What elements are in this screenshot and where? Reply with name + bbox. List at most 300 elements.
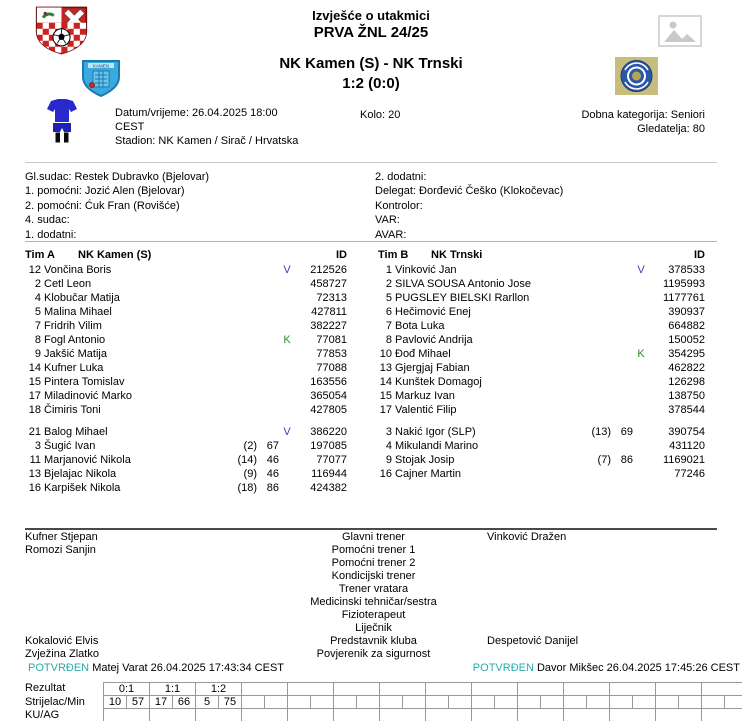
player-name: Vinković Jan — [395, 264, 457, 276]
player-substituted-for — [223, 263, 257, 277]
player-name: Šugić Ivan — [44, 440, 96, 452]
scorer-cell — [656, 696, 679, 709]
staff-role-label: Pomoćni trener 2 — [331, 557, 416, 569]
player-name: Balog Mihael — [44, 426, 108, 438]
player-number: 11 — [29, 454, 41, 466]
score-cell: 0:1 — [104, 683, 150, 696]
player-sub-minute — [257, 389, 279, 403]
player-sub-minute — [257, 305, 279, 319]
player-substituted-for — [577, 403, 611, 417]
player-number: 15 — [379, 390, 392, 402]
score-cell — [426, 683, 472, 696]
staff-away-name: Vinković Dražen — [487, 531, 567, 543]
score-cells — [103, 682, 742, 696]
player-number: 12 — [28, 264, 41, 276]
scorer-cell — [242, 696, 265, 709]
staff-row — [25, 648, 717, 661]
scorer-cell — [564, 696, 587, 709]
confirmed-status: POTVRĐEN — [472, 662, 534, 674]
player-name: Nakić Igor (SLP) — [395, 426, 476, 438]
player-number: 14 — [28, 362, 41, 374]
row-label: Rezultat — [25, 682, 66, 694]
player-sub-minute — [257, 319, 279, 333]
player-role-badge — [279, 403, 295, 417]
player-role-badge — [633, 467, 649, 481]
player-name: Bjelajac Nikola — [44, 468, 117, 480]
player-id: 150052 — [668, 334, 705, 346]
player-number: 2 — [34, 278, 41, 290]
player-name: Fridrih Vilim — [44, 320, 102, 332]
team-a-name: NK Kamen (S) — [78, 249, 152, 261]
player-id: 427811 — [311, 306, 347, 318]
player-substituted-for — [223, 361, 257, 375]
player-id: 354295 — [668, 348, 705, 360]
player-row — [25, 305, 347, 319]
player-id: 458727 — [310, 278, 347, 290]
scorer-cell — [518, 696, 541, 709]
player-number: 10 — [379, 348, 392, 360]
player-name: Kunštek Domagoj — [395, 376, 482, 388]
player-name: Mikulandi Marino — [395, 440, 479, 452]
kuag-cell — [380, 709, 426, 721]
player-number: 13 — [379, 362, 392, 374]
official-line: 4. sudac: — [25, 214, 70, 227]
minute-cell — [449, 696, 472, 709]
kit-icon — [45, 99, 79, 144]
player-sub-minute — [611, 291, 633, 305]
player-substituted-for: (14) — [237, 454, 257, 466]
confirmation-away — [473, 662, 740, 674]
player-substituted-for — [223, 291, 257, 305]
staff-home-name: Kufner Stjepan — [25, 531, 98, 543]
divider — [25, 241, 717, 242]
minute-cell — [587, 696, 610, 709]
team-a-label: Tim A — [25, 249, 55, 261]
kuag-cells — [103, 709, 742, 721]
player-name: SILVA SOUSA Antonio Jose — [395, 278, 531, 290]
age-category: Dobna kategorija: Seniori — [581, 109, 705, 121]
staff-role-label: Povjerenik za sigurnost — [316, 648, 431, 660]
staff-away-name — [487, 570, 717, 583]
player-row — [378, 453, 705, 467]
official-line: 1. pomoćni: Jozić Alen (Bjelovar) — [25, 185, 185, 198]
player-id: 126298 — [668, 376, 705, 388]
scorer-cell: 10 — [104, 696, 127, 709]
staff-row — [25, 609, 717, 622]
minute-cell — [495, 696, 518, 709]
player-row — [378, 467, 705, 481]
staff-row — [25, 570, 717, 583]
kuag-cell — [242, 709, 288, 721]
player-substituted-for: (9) — [243, 468, 257, 480]
player-row — [25, 291, 347, 305]
player-id: 378544 — [668, 404, 705, 416]
staff-row — [25, 622, 717, 635]
player-sub-minute — [611, 263, 633, 277]
player-number: 3 — [385, 426, 392, 438]
player-row — [25, 425, 347, 439]
minute-cell — [679, 696, 702, 709]
minute-cell: 66 — [173, 696, 196, 709]
team-b-name: NK Trnski — [431, 249, 483, 261]
id-column-header: ID — [694, 249, 705, 261]
player-substituted-for — [223, 347, 257, 361]
spacer — [25, 417, 347, 425]
id-column-header: ID — [336, 249, 347, 261]
kuag-cell — [518, 709, 564, 721]
player-substituted-for — [223, 319, 257, 333]
player-substituted-for — [577, 347, 611, 361]
player-sub-minute: 86 — [266, 482, 279, 494]
player-id: 365054 — [310, 390, 347, 402]
player-id: 77081 — [316, 334, 347, 346]
team-a-starters — [25, 263, 347, 417]
player-role-badge — [633, 361, 649, 375]
player-name: Cetl Leon — [44, 278, 92, 290]
official-line: 2. pomoćni: Ćuk Fran (Rovišće) — [25, 199, 180, 212]
player-sub-minute — [257, 403, 279, 417]
player-name: Jakšić Matija — [44, 348, 107, 360]
minute-cell — [541, 696, 564, 709]
official-line: 2. dodatni: — [375, 171, 427, 183]
player-sub-minute — [257, 291, 279, 305]
player-substituted-for — [577, 467, 611, 481]
player-number: 2 — [385, 278, 392, 290]
scorer-cell — [288, 696, 311, 709]
player-sub-minute — [257, 263, 279, 277]
staff-row — [25, 544, 717, 557]
confirmed-status: POTVRĐEN — [28, 662, 90, 674]
minute-cell: 75 — [219, 696, 242, 709]
player-row — [25, 389, 347, 403]
player-id: 424382 — [310, 482, 347, 494]
player-id: 77853 — [316, 348, 347, 360]
player-name: Kufner Luka — [44, 362, 104, 374]
player-substituted-for — [577, 361, 611, 375]
kuag-cell — [150, 709, 196, 721]
scorer-cell — [380, 696, 403, 709]
results-row-strijelac — [25, 696, 742, 709]
player-row — [378, 305, 705, 319]
player-number: 21 — [28, 426, 41, 438]
player-id: 1169021 — [662, 454, 705, 466]
player-row — [25, 361, 347, 375]
player-row — [25, 347, 347, 361]
scorer-cell — [472, 696, 495, 709]
player-row — [378, 291, 705, 305]
player-role-badge: V — [283, 426, 291, 438]
player-sub-minute: 46 — [266, 454, 279, 466]
player-name: Čimiris Toni — [44, 404, 101, 416]
match-score: 1:2 (0:0) — [342, 75, 400, 92]
player-row — [378, 375, 705, 389]
player-id: 197085 — [310, 440, 347, 452]
player-row — [25, 333, 347, 347]
player-sub-minute — [257, 277, 279, 291]
player-id: 427805 — [310, 404, 347, 416]
score-cell — [472, 683, 518, 696]
player-id: 1177761 — [662, 292, 705, 304]
minute-cell — [265, 696, 288, 709]
spacer — [378, 417, 705, 425]
match-datetime: Datum/vrijeme: 26.04.2025 18:00 CEST — [115, 107, 278, 133]
staff-away-name — [487, 544, 717, 557]
kuag-cell — [472, 709, 518, 721]
player-sub-minute — [611, 277, 633, 291]
player-sub-minute — [257, 333, 279, 347]
player-sub-minute — [611, 361, 633, 375]
minute-cell — [725, 696, 742, 709]
match-category-attendance — [581, 108, 705, 136]
player-row — [25, 375, 347, 389]
kuag-cell — [104, 709, 150, 721]
staff-away-name — [487, 609, 717, 622]
score-cell — [380, 683, 426, 696]
officials-right — [375, 170, 563, 242]
scorer-cell — [610, 696, 633, 709]
player-substituted-for: (13) — [591, 426, 611, 438]
player-row — [378, 361, 705, 375]
results-row-kuag — [25, 709, 742, 721]
player-name: Bota Luka — [395, 320, 445, 332]
match-stadium: Stadion: NK Kamen / Sirač / Hrvatska — [115, 135, 299, 147]
player-substituted-for: (18) — [237, 482, 257, 494]
official-line: Gl.sudac: Restek Dubravko (Bjelovar) — [25, 171, 210, 183]
player-role-badge — [279, 277, 295, 291]
player-number: 16 — [379, 468, 392, 480]
official-line: Delegat: Đorđević Češko (Klokočevac) — [375, 185, 564, 198]
team-b-starters — [378, 263, 705, 417]
player-number: 8 — [385, 334, 392, 346]
kuag-cell — [656, 709, 702, 721]
divider — [25, 162, 717, 163]
score-cell — [518, 683, 564, 696]
player-row — [378, 347, 705, 361]
player-role-badge — [279, 291, 295, 305]
player-substituted-for — [577, 389, 611, 403]
player-id: 77246 — [674, 468, 705, 480]
team-a-header — [25, 243, 347, 263]
player-name: PUGSLEY BIELSKI Rarllon — [395, 292, 530, 304]
player-id: 116944 — [311, 468, 347, 480]
player-number: 13 — [28, 468, 41, 480]
attendance: Gledatelja: 80 — [637, 123, 705, 135]
player-role-badge — [279, 347, 295, 361]
staff-home-name: Romozi Sanjin — [25, 544, 96, 556]
player-sub-minute — [611, 389, 633, 403]
player-substituted-for — [223, 277, 257, 291]
player-sub-minute — [611, 333, 633, 347]
player-row — [378, 439, 705, 453]
minute-cell — [357, 696, 380, 709]
team-b-substitutes — [378, 425, 705, 481]
player-row — [378, 277, 705, 291]
player-name: Marjanović Nikola — [44, 454, 131, 466]
player-number: 17 — [379, 404, 392, 416]
player-name: Cajner Martin — [395, 468, 462, 480]
scorer-cell — [426, 696, 449, 709]
player-role-badge — [279, 439, 295, 453]
official-line: VAR: — [375, 214, 400, 227]
player-row — [25, 481, 347, 495]
player-substituted-for — [577, 439, 611, 453]
player-name: Stojak Josip — [395, 454, 455, 466]
player-role-badge — [633, 305, 649, 319]
player-sub-minute — [257, 425, 279, 439]
player-id: 431120 — [669, 440, 705, 452]
player-name: Karpišek Nikola — [44, 482, 121, 494]
player-substituted-for — [577, 263, 611, 277]
player-name: Miladinović Marko — [44, 390, 133, 402]
player-sub-minute — [611, 439, 633, 453]
player-role-badge — [633, 453, 649, 467]
player-id: 163556 — [310, 376, 347, 388]
player-sub-minute — [611, 347, 633, 361]
player-role-badge — [633, 375, 649, 389]
player-row — [25, 319, 347, 333]
player-number: 4 — [385, 440, 392, 452]
player-id: 664882 — [668, 320, 705, 332]
player-name: Markuz Ivan — [395, 390, 455, 402]
league-title: PRVA ŽNL 24/25 — [313, 24, 429, 41]
player-number: 16 — [28, 482, 41, 494]
player-substituted-for — [223, 425, 257, 439]
minute-cell — [311, 696, 334, 709]
player-row — [378, 403, 705, 417]
player-sub-minute — [611, 403, 633, 417]
player-number: 9 — [385, 454, 392, 466]
player-role-badge — [279, 319, 295, 333]
player-sub-minute — [611, 319, 633, 333]
player-substituted-for: (7) — [597, 454, 611, 466]
player-id: 138750 — [668, 390, 705, 402]
minute-cell — [633, 696, 656, 709]
staff-home-name — [25, 596, 260, 609]
player-row — [378, 319, 705, 333]
player-role-badge — [633, 291, 649, 305]
kuag-cell — [702, 709, 742, 721]
confirmed-signer: Davor Mikšec 26.04.2025 17:45:26 CEST — [536, 662, 740, 674]
scorer-cell: 17 — [150, 696, 173, 709]
score-cell: 1:2 — [196, 683, 242, 696]
staff-role-label: Kondicijski trener — [331, 570, 416, 582]
staff-role-label: Fizioterapeut — [341, 609, 406, 621]
staff-row — [25, 596, 717, 609]
kuag-cell — [334, 709, 380, 721]
scorer-cell: 5 — [196, 696, 219, 709]
player-role-badge — [279, 467, 295, 481]
player-role-badge — [279, 361, 295, 375]
player-role-badge — [633, 333, 649, 347]
player-row — [25, 277, 347, 291]
scorer-cell — [702, 696, 725, 709]
staff-role-label: Predstavnik kluba — [330, 635, 417, 647]
player-number: 5 — [34, 306, 41, 318]
score-cell — [334, 683, 380, 696]
player-sub-minute — [611, 375, 633, 389]
player-substituted-for — [223, 375, 257, 389]
player-role-badge: K — [283, 334, 291, 346]
player-substituted-for: (2) — [243, 440, 257, 452]
player-number: 15 — [28, 376, 41, 388]
player-role-badge — [633, 389, 649, 403]
staff-away-name — [487, 596, 717, 609]
player-id: 390754 — [668, 426, 705, 438]
row-label: KU/AG — [25, 709, 60, 721]
player-number: 5 — [385, 292, 392, 304]
official-line: Kontrolor: — [375, 199, 423, 212]
score-cell — [242, 683, 288, 696]
staff-section — [25, 531, 717, 661]
team-b-header — [378, 243, 705, 263]
staff-row — [25, 557, 717, 570]
staff-home-name — [25, 570, 260, 583]
player-number: 17 — [28, 390, 41, 402]
kuag-cell — [426, 709, 472, 721]
official-line: AVAR: — [375, 228, 407, 241]
player-number: 9 — [34, 348, 41, 360]
staff-role-label: Liječnik — [355, 622, 392, 634]
player-role-badge: V — [283, 264, 291, 276]
player-substituted-for — [223, 333, 257, 347]
player-number: 8 — [34, 334, 41, 346]
row-label: Strijelac/Min — [25, 696, 85, 708]
player-row — [25, 467, 347, 481]
score-cell — [564, 683, 610, 696]
player-id: 1195993 — [662, 278, 705, 290]
player-row — [25, 403, 347, 417]
official-line: 1. dodatni: — [25, 228, 77, 241]
player-sub-minute — [257, 347, 279, 361]
staff-home-name: Zvježina Zlatko — [25, 648, 99, 660]
player-id: 72313 — [316, 292, 347, 304]
player-sub-minute: 67 — [266, 440, 279, 452]
staff-role-label: Trener vratara — [338, 583, 409, 595]
player-number: 14 — [379, 376, 392, 388]
player-number: 3 — [34, 440, 41, 452]
player-substituted-for — [223, 389, 257, 403]
player-sub-minute: 46 — [266, 468, 279, 480]
score-cell: 1:1 — [150, 683, 196, 696]
player-substituted-for — [223, 305, 257, 319]
player-id: 77077 — [316, 454, 347, 466]
player-sub-minute: 69 — [620, 426, 633, 438]
player-number: 6 — [385, 306, 392, 318]
player-substituted-for — [223, 403, 257, 417]
staff-role-label: Glavni trener — [342, 531, 405, 543]
team-a-substitutes — [25, 425, 347, 495]
player-sub-minute — [611, 305, 633, 319]
team-a-panel — [25, 243, 347, 495]
kuag-cell — [564, 709, 610, 721]
officials-left — [25, 170, 209, 242]
player-role-badge — [633, 277, 649, 291]
player-number: 18 — [28, 404, 41, 416]
kuag-cell — [288, 709, 334, 721]
player-role-badge — [279, 305, 295, 319]
results-table — [25, 682, 742, 721]
player-row — [25, 263, 347, 277]
player-row — [25, 453, 347, 467]
player-role-badge — [633, 403, 649, 417]
scorer-cell — [334, 696, 357, 709]
staff-home-name — [25, 622, 260, 635]
staff-away-name — [487, 557, 717, 570]
player-name: Vončina Boris — [44, 264, 112, 276]
minute-cell — [403, 696, 426, 709]
player-substituted-for — [577, 291, 611, 305]
player-role-badge: V — [637, 264, 645, 276]
